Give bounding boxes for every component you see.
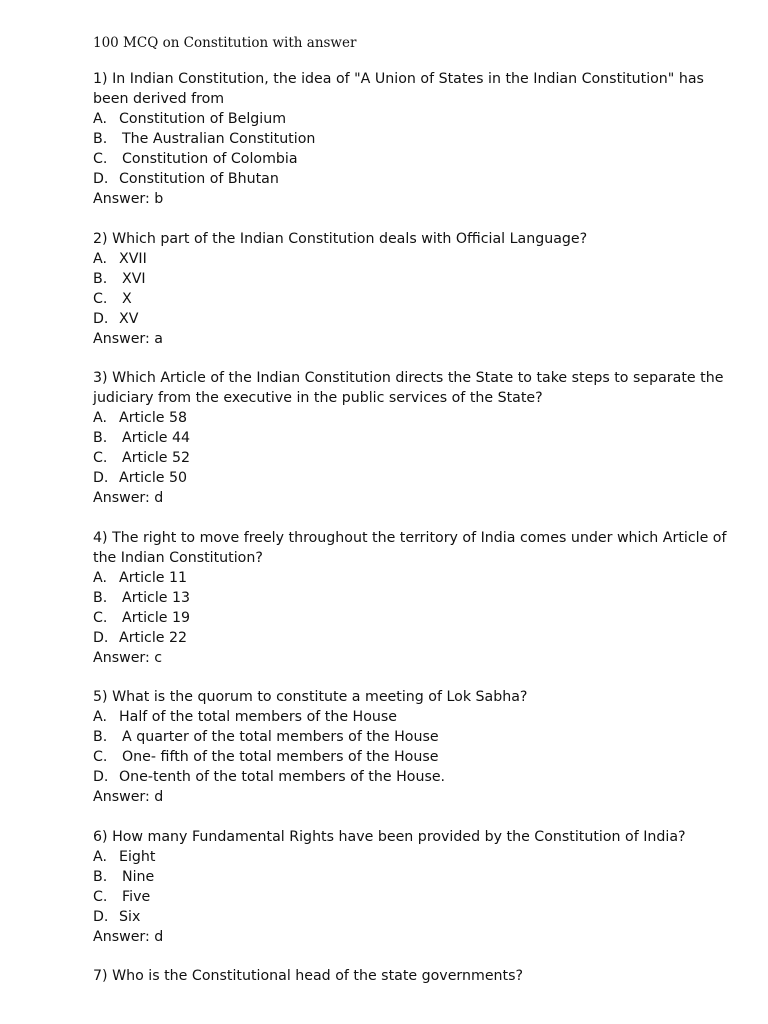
question-list bbox=[93, 69, 733, 986]
answer-text: Answer: d bbox=[93, 789, 164, 805]
question-text: 2) Which part of the Indian Constitution deals with Official Language? bbox=[93, 230, 588, 247]
option-d bbox=[93, 309, 733, 329]
option-text: A quarter of the total members of the House bbox=[122, 729, 439, 745]
option-text: The Australian Constitution bbox=[122, 131, 316, 147]
option-b bbox=[93, 867, 733, 887]
option-text: Five bbox=[122, 888, 151, 905]
answer-text: Answer: b bbox=[93, 191, 164, 207]
option-b bbox=[93, 129, 733, 149]
option-b bbox=[93, 727, 733, 747]
option-text: Article 44 bbox=[122, 430, 191, 446]
option-text: Article 52 bbox=[122, 450, 191, 466]
option-letter: B. bbox=[93, 131, 108, 147]
option-letter: D. bbox=[93, 629, 109, 646]
option-text: Constitution of Belgium bbox=[119, 111, 287, 127]
option-letter: B. bbox=[93, 589, 108, 606]
option-text: Nine bbox=[122, 868, 155, 885]
question-text: 5) What is the quorum to constitute a meeting of Lok Sabha? bbox=[93, 689, 528, 705]
option-letter: B. bbox=[93, 729, 108, 745]
question-text: 7) Who is the Constitutional head of the state governments? bbox=[93, 968, 524, 984]
option-d bbox=[93, 907, 733, 927]
option-c bbox=[93, 747, 733, 767]
question-text: 1) In Indian Constitution, the idea of "A Union of States in the Indian Constitution" has been derived from bbox=[93, 71, 704, 107]
option-letter: A. bbox=[93, 569, 107, 586]
option-text: XVI bbox=[122, 270, 146, 287]
option-text: Half of the total members of the House bbox=[119, 709, 398, 725]
option-letter: C. bbox=[93, 151, 108, 167]
option-text: XVII bbox=[119, 250, 147, 267]
answer-text: Answer: a bbox=[93, 330, 163, 347]
option-c bbox=[93, 887, 733, 907]
option-text: Article 11 bbox=[119, 569, 188, 586]
option-c bbox=[93, 289, 733, 309]
option-a bbox=[93, 109, 733, 129]
option-text: Six bbox=[119, 908, 141, 925]
document-title: 100 MCQ on Constitution with answer bbox=[93, 35, 357, 51]
option-letter: A. bbox=[93, 250, 107, 267]
option-text: Article 58 bbox=[119, 410, 188, 426]
option-letter: C. bbox=[93, 749, 108, 765]
option-letter: B. bbox=[93, 430, 108, 446]
option-d bbox=[93, 169, 733, 189]
option-letter: C. bbox=[93, 450, 108, 466]
option-text: Article 19 bbox=[122, 609, 191, 626]
option-letter: D. bbox=[93, 310, 109, 327]
option-d bbox=[93, 628, 733, 648]
question-block-7 bbox=[93, 966, 733, 986]
option-d bbox=[93, 468, 733, 488]
option-text: Constitution of Bhutan bbox=[119, 171, 279, 187]
option-d bbox=[93, 767, 733, 787]
option-letter: D. bbox=[93, 171, 109, 187]
option-letter: C. bbox=[93, 888, 108, 905]
option-letter: C. bbox=[93, 290, 108, 307]
option-letter: B. bbox=[93, 270, 108, 287]
question-block-5 bbox=[93, 687, 733, 807]
option-letter: A. bbox=[93, 111, 107, 127]
option-text: X bbox=[122, 290, 132, 307]
question-block-4 bbox=[93, 528, 733, 668]
answer-text: Answer: d bbox=[93, 928, 164, 945]
answer-text: Answer: d bbox=[93, 490, 164, 506]
option-a bbox=[93, 408, 733, 428]
option-text: One-tenth of the total members of the House. bbox=[119, 769, 446, 785]
option-text: Article 22 bbox=[119, 629, 188, 646]
option-c bbox=[93, 608, 733, 628]
option-c bbox=[93, 448, 733, 468]
option-letter: D. bbox=[93, 470, 109, 486]
option-letter: D. bbox=[93, 908, 109, 925]
option-b bbox=[93, 428, 733, 448]
option-text: Article 13 bbox=[122, 589, 191, 606]
question-text: 3) Which Article of the Indian Constitution directs the State to take steps to separate the judiciary from the executive in the public services of the State? bbox=[93, 370, 724, 406]
document-page bbox=[93, 33, 733, 1006]
question-text: 6) How many Fundamental Rights have been provided by the Constitution of India? bbox=[93, 828, 686, 845]
option-a bbox=[93, 568, 733, 588]
option-letter: A. bbox=[93, 410, 107, 426]
option-text: Article 50 bbox=[119, 470, 188, 486]
option-b bbox=[93, 588, 733, 608]
option-c bbox=[93, 149, 733, 169]
option-a bbox=[93, 847, 733, 867]
option-text: One- fifth of the total members of the House bbox=[122, 749, 439, 765]
option-text: Eight bbox=[119, 848, 156, 865]
question-text: 4) The right to move freely throughout the territory of India comes under which Article of the Indian Constitution? bbox=[93, 529, 727, 566]
option-letter: A. bbox=[93, 848, 107, 865]
option-a bbox=[93, 249, 733, 269]
option-letter: B. bbox=[93, 868, 108, 885]
option-letter: A. bbox=[93, 709, 107, 725]
option-letter: C. bbox=[93, 609, 108, 626]
option-a bbox=[93, 707, 733, 727]
question-block-1 bbox=[93, 69, 733, 209]
option-letter: D. bbox=[93, 769, 109, 785]
question-block-3 bbox=[93, 368, 733, 508]
question-block-2 bbox=[93, 229, 733, 349]
option-b bbox=[93, 269, 733, 289]
option-text: Constitution of Colombia bbox=[122, 151, 298, 167]
option-text: XV bbox=[119, 310, 139, 327]
answer-text: Answer: c bbox=[93, 649, 163, 666]
question-block-6 bbox=[93, 827, 733, 947]
